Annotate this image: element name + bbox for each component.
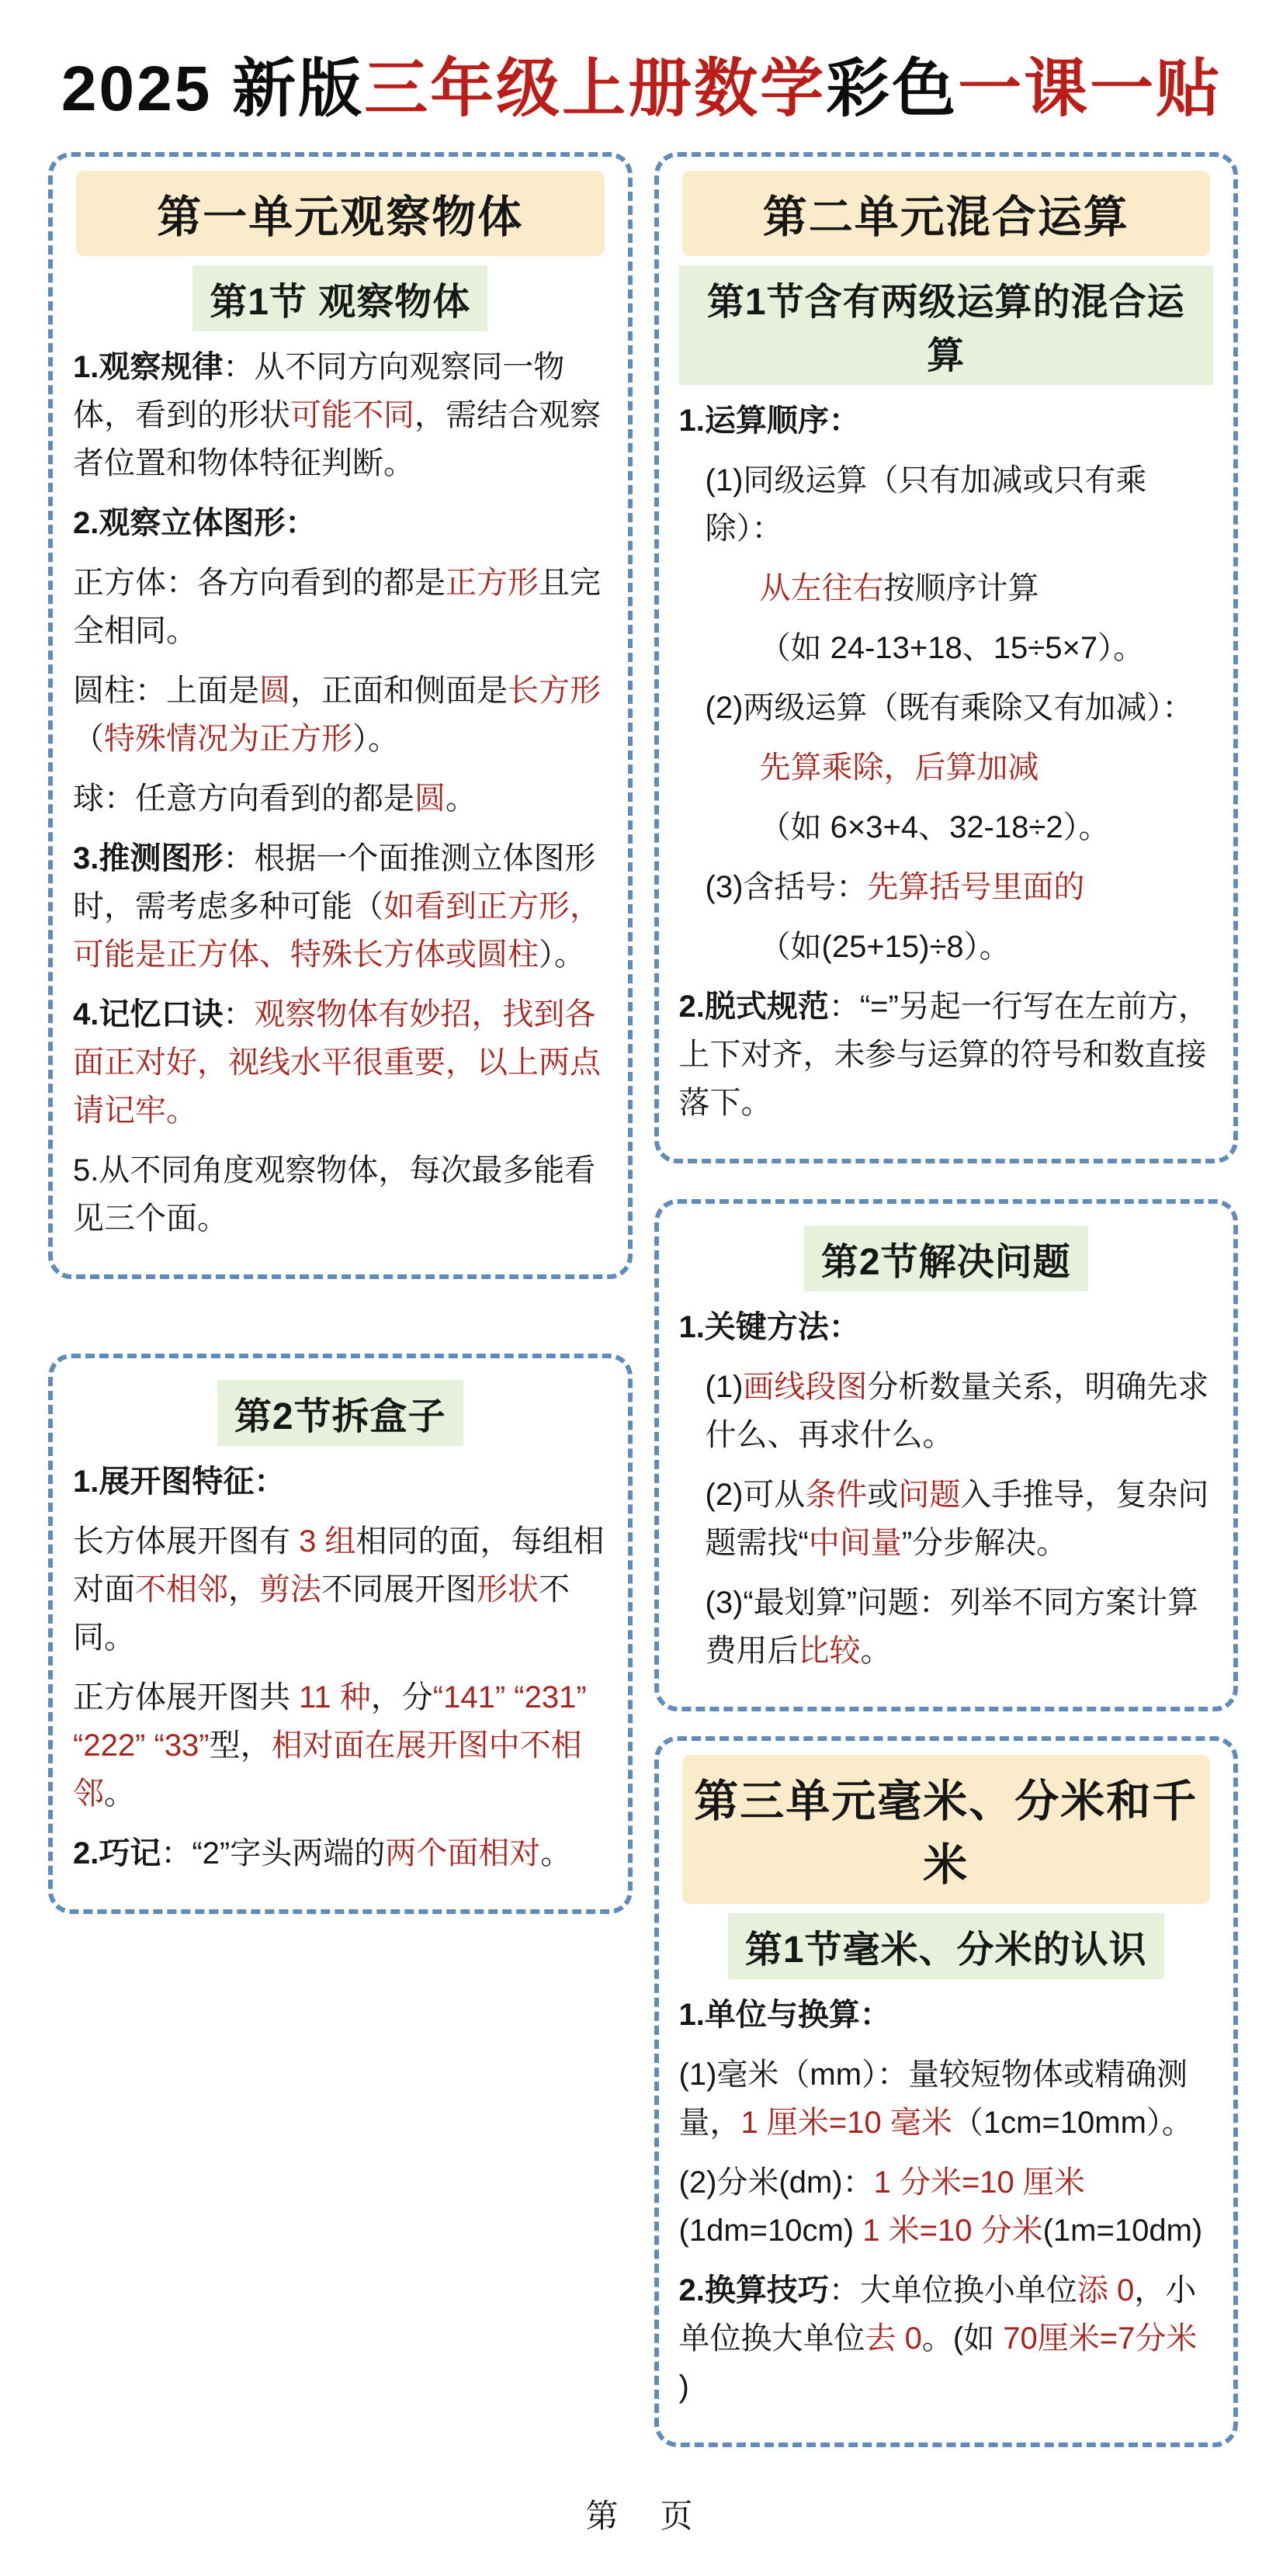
unit-header: 第一单元观察物体 bbox=[76, 171, 605, 256]
text-run: ）。 bbox=[539, 938, 585, 973]
paragraph bbox=[679, 2051, 1214, 2147]
text-run: 条件 bbox=[805, 1478, 868, 1513]
box-body bbox=[679, 1913, 1214, 2411]
paragraph bbox=[679, 2158, 1214, 2255]
paragraph bbox=[73, 1146, 608, 1243]
box-body bbox=[73, 265, 608, 1243]
text-run: 型， bbox=[209, 1728, 272, 1763]
paragraph bbox=[73, 559, 608, 655]
text-run: 1.运算顺序： bbox=[678, 404, 860, 439]
text-run: (1) bbox=[705, 1370, 744, 1405]
text-run: （如 6×3+4、32-18÷2）。 bbox=[759, 810, 1110, 845]
text-run: 3.推测图形 bbox=[73, 841, 224, 876]
text-run: (3)“最划算”问题：列举不同方案计算费用后 bbox=[705, 1586, 1199, 1669]
section-header: 第1节含有两级运算的混合运算 bbox=[679, 265, 1214, 385]
box-unit2-mixed-operations bbox=[654, 152, 1239, 1163]
text-run: “141” “231” “222” “33” bbox=[73, 1680, 587, 1763]
text-run: 1.观察规律 bbox=[73, 350, 224, 385]
text-run: 相对面在展开图中不相邻 bbox=[73, 1728, 582, 1812]
text-run: 。 bbox=[104, 1777, 135, 1812]
text-run: 入手推导，复杂问题需找“ bbox=[705, 1478, 1209, 1561]
text-run: 4.记忆口诀 bbox=[73, 997, 224, 1032]
box-body bbox=[73, 1380, 608, 1877]
text-run: 问题 bbox=[898, 1478, 961, 1513]
text-run: 分析数量关系，明确先求什么、再求什么。 bbox=[705, 1370, 1209, 1453]
text-run: ) bbox=[678, 2370, 689, 2404]
section-header: 第2节解决问题 bbox=[804, 1226, 1088, 1291]
text-run: (2)分米(dm)： bbox=[678, 2165, 874, 2200]
paragraph bbox=[679, 803, 1214, 851]
text-run: ：大单位换小单位 bbox=[828, 2273, 1077, 2308]
paragraph bbox=[679, 2266, 1214, 2411]
text-run: ：从不同方向观察同一物体，看到的形状 bbox=[73, 350, 565, 433]
box-unit1-observe-objects bbox=[48, 152, 633, 1279]
text-run: 3 组 bbox=[299, 1524, 356, 1559]
paragraph bbox=[679, 1991, 1214, 2039]
paragraph bbox=[73, 775, 608, 823]
text-run: 2.换算技巧 bbox=[678, 2273, 829, 2308]
paragraph bbox=[679, 456, 1214, 553]
text-run: 1 厘米=10 毫米 bbox=[740, 2106, 952, 2141]
section-header: 第1节 观察物体 bbox=[192, 265, 487, 331]
paragraph bbox=[679, 564, 1214, 612]
text-run: 两个面相对 bbox=[385, 1836, 541, 1871]
text-run: 先算括号里面的 bbox=[867, 870, 1085, 905]
box-unit2-problem-solving bbox=[654, 1199, 1239, 1711]
section-header: 第2节拆盒子 bbox=[217, 1380, 463, 1446]
text-run: 先算乘除，后算加减 bbox=[759, 751, 1039, 785]
text-run: 球：任意方向看到的都是 bbox=[73, 782, 414, 816]
text-run: 中间量 bbox=[808, 1526, 902, 1561]
paragraph bbox=[73, 990, 608, 1135]
text-run: （如(25+15)÷8）。 bbox=[759, 930, 1011, 965]
text-run: ： bbox=[223, 997, 255, 1032]
paragraph bbox=[73, 343, 608, 487]
text-run: 如看到正方形，可能是正方体、特殊长方体或圆柱 bbox=[73, 889, 601, 973]
text-run: 从左往右 bbox=[759, 571, 884, 606]
text-run: 添 0 bbox=[1077, 2273, 1135, 2308]
text-run: 正方形 bbox=[446, 566, 539, 601]
paragraph bbox=[679, 1579, 1214, 1675]
paragraph bbox=[679, 744, 1214, 792]
text-run: 去 0 bbox=[865, 2321, 922, 2356]
text-run: ，正面和侧面是 bbox=[290, 674, 508, 709]
text-run: 三年级上册数学 bbox=[364, 54, 827, 124]
text-run: (1m=10dm) bbox=[1042, 2214, 1203, 2248]
text-run: 。 bbox=[446, 782, 477, 816]
content-columns bbox=[0, 152, 1283, 2447]
text-run: 长方形 bbox=[508, 674, 601, 709]
text-run: 长方体展开图有 bbox=[73, 1524, 300, 1559]
text-run: 不同展开图 bbox=[321, 1572, 477, 1607]
text-run: (3)含括号： bbox=[705, 870, 868, 905]
text-run: (1)毫米（mm）：量较短物体或精确测量， bbox=[678, 2058, 1188, 2141]
text-run: 可能不同 bbox=[290, 398, 414, 433]
paragraph bbox=[679, 923, 1214, 971]
text-run: ， bbox=[228, 1572, 259, 1607]
paragraph bbox=[73, 1458, 608, 1506]
text-run: ）。 bbox=[352, 722, 399, 757]
box-body bbox=[679, 1226, 1214, 1675]
paragraph bbox=[679, 684, 1214, 732]
text-run: 比较 bbox=[798, 1634, 861, 1669]
page-title bbox=[16, 53, 1267, 126]
section-header: 第1节毫米、分米的认识 bbox=[728, 1913, 1164, 1979]
text-run: 1 米=10 分米 bbox=[862, 2214, 1043, 2248]
text-run: 正方体：各方向看到的都是 bbox=[73, 566, 446, 601]
unit-header: 第三单元毫米、分米和千米 bbox=[682, 1755, 1211, 1904]
text-run: 形状 bbox=[477, 1572, 539, 1607]
text-run: （ bbox=[73, 722, 104, 757]
text-run: 1.关键方法： bbox=[678, 1310, 860, 1345]
box-unit1-unfold-boxes bbox=[48, 1354, 633, 1914]
text-run: (1)同级运算（只有加减或只有乘除）： bbox=[705, 463, 1147, 546]
text-run: ，需结合观察者位置和物体特征判断。 bbox=[73, 398, 601, 481]
text-run: 特殊情况为正方形 bbox=[104, 722, 352, 757]
paragraph bbox=[679, 1471, 1214, 1567]
paragraph bbox=[679, 397, 1214, 445]
text-run: 按顺序计算 bbox=[883, 571, 1039, 606]
text-run: 彩色 bbox=[826, 54, 959, 124]
text-run: 观察物体有妙招，找到各面正对好，视线水平很重要，以上两点请记牢。 bbox=[73, 997, 601, 1129]
text-run: 且完全相同。 bbox=[73, 566, 601, 649]
text-run: ”分步解决。 bbox=[901, 1526, 1068, 1561]
text-run: 。 bbox=[860, 1634, 892, 1669]
text-run: 正方体展开图共 bbox=[73, 1680, 300, 1715]
text-run: 不相邻 bbox=[135, 1572, 228, 1607]
text-run: 圆柱：上面是 bbox=[73, 674, 259, 709]
text-run: 2.巧记 bbox=[73, 1836, 161, 1871]
text-run: 2025 新版 bbox=[61, 54, 365, 124]
text-run: 70厘米=7分米 bbox=[1003, 2321, 1198, 2356]
text-run: ：“=”另起一行写在左前方，上下对齐，未参与运算的符号和数直接落下。 bbox=[678, 990, 1209, 1121]
text-run: 1.展开图特征： bbox=[73, 1465, 286, 1499]
paragraph bbox=[73, 499, 608, 547]
paragraph bbox=[679, 1303, 1214, 1351]
unit-header: 第二单元混合运算 bbox=[682, 171, 1211, 256]
paragraph bbox=[73, 834, 608, 979]
text-run: ：根据一个面推测立体图形时，需考虑多种可能（ bbox=[73, 841, 596, 924]
box-unit3-mm-dm-km bbox=[654, 1736, 1239, 2447]
text-run: 1.单位与换算： bbox=[678, 1998, 891, 2033]
text-run: 2.脱式规范 bbox=[678, 990, 829, 1025]
paragraph bbox=[679, 1363, 1214, 1459]
paragraph bbox=[73, 667, 608, 763]
text-run: ，小单位换大单位 bbox=[678, 2273, 1197, 2356]
text-run: 相同的面，每组相对面 bbox=[73, 1524, 605, 1607]
text-run: (2)可从 bbox=[705, 1478, 806, 1513]
text-run: 1 分米=10 厘米 bbox=[873, 2165, 1085, 2200]
paragraph bbox=[73, 1673, 608, 1818]
text-run: 圆 bbox=[414, 782, 446, 816]
text-run: （1cm=10mm）。 bbox=[952, 2106, 1193, 2141]
paragraph bbox=[73, 1517, 608, 1662]
text-run: ：“2”字头两端的 bbox=[161, 1836, 386, 1871]
text-run: (2)两级运算（既有乘除又有加减）： bbox=[705, 691, 1194, 726]
text-run: 剪法 bbox=[259, 1572, 321, 1607]
page-footer: 第 页 bbox=[585, 2498, 698, 2535]
left-column bbox=[48, 152, 633, 1914]
text-run: (1dm=10cm) bbox=[678, 2214, 863, 2248]
text-run: 一课一贴 bbox=[958, 54, 1222, 124]
text-run: （如 24-13+18、15÷5×7）。 bbox=[759, 631, 1145, 666]
paragraph bbox=[679, 624, 1214, 672]
right-column bbox=[654, 152, 1239, 2447]
text-run: 画线段图 bbox=[743, 1370, 868, 1405]
text-run: 不同。 bbox=[73, 1572, 570, 1656]
paragraph bbox=[679, 863, 1214, 911]
paragraph bbox=[679, 983, 1214, 1127]
text-run: 。(如 bbox=[921, 2321, 1004, 2356]
text-run: 5.从不同角度观察物体，每次最多能看见三个面。 bbox=[73, 1153, 596, 1236]
text-run: 。 bbox=[540, 1836, 572, 1871]
text-run: ，分 bbox=[370, 1680, 433, 1715]
text-run: 圆 bbox=[259, 674, 290, 709]
text-run: 2.观察立体图形： bbox=[73, 506, 317, 541]
paragraph bbox=[73, 1829, 608, 1877]
box-body bbox=[679, 265, 1214, 1127]
text-run: 11 种 bbox=[299, 1680, 371, 1715]
text-run: 或 bbox=[867, 1478, 899, 1513]
